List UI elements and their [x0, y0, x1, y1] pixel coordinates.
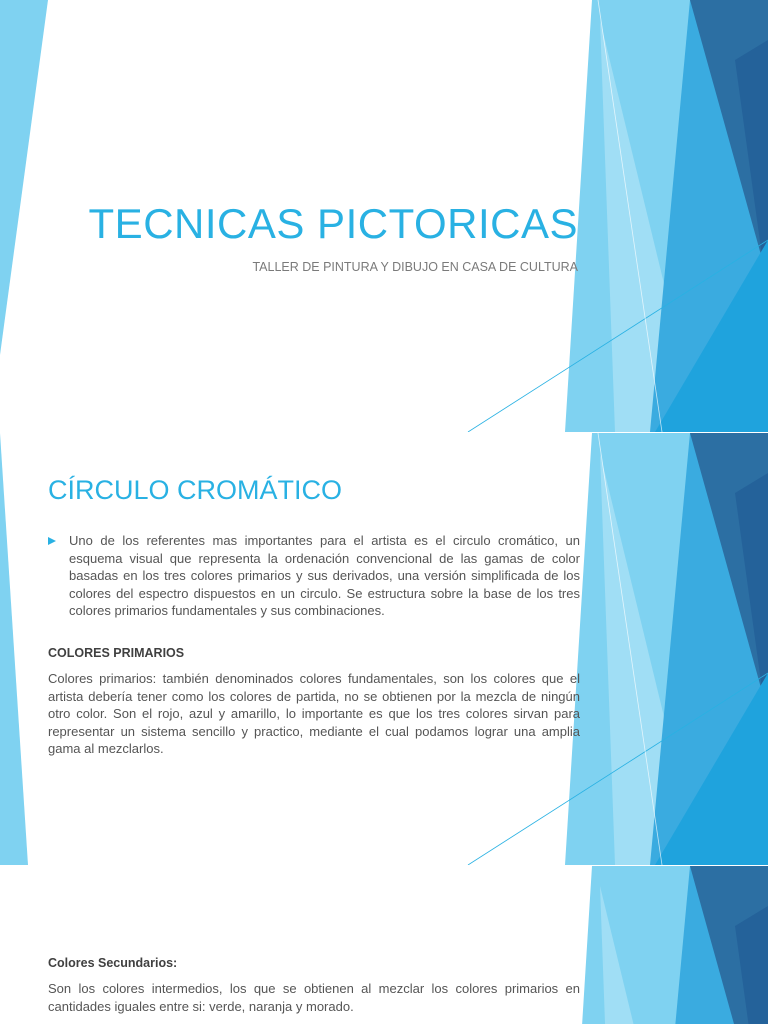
slide-colores-secundarios [0, 866, 768, 1024]
slide-title [0, 0, 768, 432]
bullet-item [48, 532, 580, 620]
colores-primarios-heading: COLORES PRIMARIOS [48, 646, 185, 660]
presentation-title: TECNICAS PICTORICAS [88, 200, 578, 247]
colores-secundarios-heading: Colores Secundarios: [48, 956, 178, 970]
slide-circulo-cromatico [0, 433, 768, 865]
presentation-subtitle: TALLER DE PINTURA Y DIBUJO EN CASA DE CULTURA [252, 260, 578, 274]
bullet-text: Uno de los referentes mas importantes para el artista es el circulo cromático, un esquema visual que representa la ordenación convencional de las gamas de color basadas en los tres colores primarios y sus derivados, una versión simplificada de los colores del espectro dispuestos en un circulo. Se estructura sobre la base de los tres colores primarios fundamentales y sus combinaciones. [69, 533, 580, 618]
section-title: CÍRCULO CROMÁTICO [48, 475, 343, 505]
colores-secundarios-paragraph: Son los colores intermedios, los que se obtienen al mezclar los colores primarios en cantidades iguales entre si: verde, naranja y morado. [48, 981, 580, 1014]
triangle-bullet-icon [48, 537, 56, 545]
left-sliver [0, 433, 28, 865]
left-sliver [0, 0, 48, 355]
colores-primarios-paragraph: Colores primarios: también denominados colores fundamentales, son los colores que el artista debería tener como los colores de partida, no se obtienen por la mezcla de ningún otro color. Son el rojo, azul y amarillo, lo importante es que los tres colores sirvan para representar un sistema sencillo y practico, mediante el cual podamos lograr una amplia gama al mezclarlos. [48, 671, 580, 756]
